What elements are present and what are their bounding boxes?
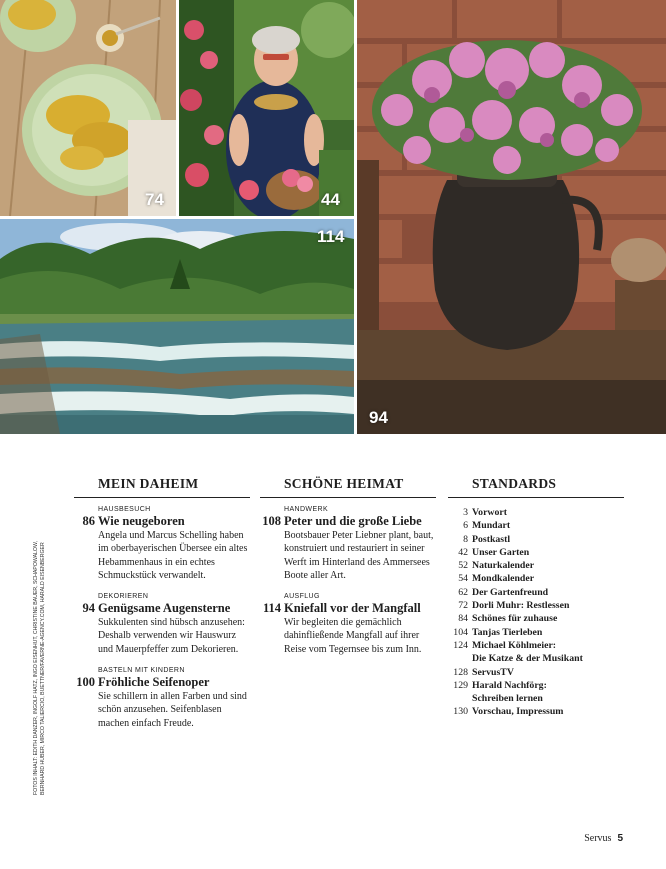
standards-item[interactable] — [448, 705, 624, 718]
item-title: Vorschau, Impressum — [472, 706, 564, 718]
item-title: Der Gartenfreund — [472, 586, 549, 598]
entry-title: Fröhliche Seifenoper — [98, 675, 210, 690]
item-page: 129 — [453, 679, 468, 691]
standards-item[interactable] — [448, 626, 624, 639]
item-title: Naturkalender — [472, 560, 535, 572]
item-page: 130 — [453, 706, 468, 718]
entry-kicker: DEKORIEREN — [98, 593, 149, 601]
item-title: Schönes für zuhause — [472, 613, 558, 625]
item-title: Michael Köhlmeier: — [472, 639, 557, 651]
entry-page: 94 — [82, 601, 95, 616]
entry-title: Peter und die große Liebe — [284, 514, 422, 528]
page-number-44: 44 — [321, 190, 340, 209]
entry-page: 100 — [76, 675, 95, 690]
toc-entry[interactable] — [74, 506, 250, 582]
item-page: 54 — [458, 573, 468, 585]
entry-page: 114 — [262, 601, 281, 616]
item-subtitle: Die Katze & der Musikant — [472, 653, 583, 665]
item-page: 104 — [453, 626, 468, 638]
item-page: 128 — [453, 666, 468, 678]
standards-item[interactable] — [448, 519, 624, 532]
page-number-114: 114 — [317, 227, 345, 246]
standards-item[interactable] — [448, 572, 624, 585]
entry-page: 86 — [82, 514, 95, 528]
item-page: 72 — [458, 600, 468, 612]
item-page: 84 — [458, 613, 468, 625]
standards-item[interactable] — [448, 599, 624, 612]
item-title: Mundart — [472, 520, 511, 532]
entry-title: Genügsame Augensterne — [98, 601, 231, 616]
photo-credits: FOTOS INHALT: EDITH DANZER, INGOLF HATZ, INGO EISENHUT, CHRISTINE BAUER, SCHAPOWALOW, BERNHARD HUBER, MIRCO TALIERCIO, BUETTNER/FAVERNE-AGENCY.COM, HARALD EISENBERGER — [33, 540, 46, 795]
entry-description: Bootsbauer Peter Liebner plant, baut, konstruiert und restauriert in seiner Werft im Hinterland des Ammersees Boote aller Art. — [284, 530, 434, 581]
entry-kicker: BASTELN MIT KINDERN — [98, 667, 185, 675]
magazine-name: Servus — [584, 833, 612, 844]
item-title: Mondkalender — [472, 573, 535, 585]
section-standards — [448, 476, 624, 719]
standards-item[interactable] — [448, 559, 624, 572]
standards-item[interactable] — [448, 679, 624, 706]
entry-kicker: HANDWERK — [284, 506, 329, 513]
standards-item[interactable] — [448, 586, 624, 599]
section-heading: STANDARDS — [448, 476, 624, 498]
item-title: Dorli Muhr: Restlessen — [472, 600, 570, 612]
standards-item[interactable] — [448, 533, 624, 546]
item-title: Harald Nachförg: — [472, 679, 547, 691]
photo-succulents-vase — [357, 0, 666, 434]
standards-item[interactable] — [448, 639, 624, 666]
page-footer — [584, 833, 623, 844]
section-mein-daheim — [74, 476, 250, 741]
entry-description: Wir begleiten die gemächlich dahinfließende Mangfall auf ihrer Reise vom Tegernsee bis zum Inn. — [284, 617, 422, 655]
section-schoene-heimat — [260, 476, 436, 667]
entry-title: Kniefall vor der Mangfall — [284, 601, 421, 616]
item-page: 3 — [463, 507, 468, 518]
photo-woman-with-roses — [179, 0, 354, 216]
standards-item[interactable] — [448, 546, 624, 559]
item-title: Unser Garten — [472, 546, 530, 558]
standards-item[interactable] — [448, 506, 624, 519]
item-page: 124 — [453, 639, 468, 651]
toc-entry[interactable] — [260, 506, 436, 582]
page-number-94: 94 — [369, 408, 388, 427]
photo-elderflower-fritters — [0, 0, 176, 216]
toc-entry[interactable] — [74, 593, 250, 656]
item-title: Vorwort — [472, 507, 508, 518]
entry-description: Sie schillern in allen Farben und sind schön anzusehen. Seifenblasen machen einfach Freude. — [98, 691, 247, 729]
photo-mangfall-river — [0, 219, 354, 434]
item-page: 6 — [463, 520, 468, 532]
standards-list — [448, 506, 624, 719]
item-title: Tanjas Tierleben — [472, 626, 543, 638]
standards-item[interactable] — [448, 666, 624, 679]
entry-page: 108 — [262, 514, 281, 528]
toc-entry[interactable] — [260, 593, 436, 656]
item-page: 62 — [458, 586, 468, 598]
item-title: Postkastl — [472, 533, 511, 545]
item-page: 8 — [463, 533, 468, 545]
entry-kicker: HAUSBESUCH — [98, 506, 151, 513]
item-page: 52 — [458, 560, 468, 572]
page-number-74: 74 — [145, 190, 164, 209]
entry-description: Sukkulenten sind hübsch anzusehen: Deshalb verwenden wir Hauswurz und Mauerpfeffer zum Dekorieren. — [98, 617, 245, 655]
item-page: 42 — [458, 546, 468, 558]
item-subtitle: Schreiben lernen — [472, 693, 543, 705]
item-title: ServusTV — [472, 666, 514, 678]
toc-entry[interactable] — [74, 667, 250, 730]
standards-item[interactable] — [448, 612, 624, 625]
page-number: 5 — [617, 833, 623, 844]
entry-kicker: AUSFLUG — [284, 593, 320, 601]
entry-description: Angela und Marcus Schelling haben im oberbayerischen Übersee ein altes Hebammenhaus in ein echtes Schmuckstück verwandelt. — [98, 530, 248, 581]
entry-title: Wie neugeboren — [98, 514, 185, 528]
section-heading: MEIN DAHEIM — [74, 476, 250, 498]
section-heading: SCHÖNE HEIMAT — [260, 476, 436, 498]
